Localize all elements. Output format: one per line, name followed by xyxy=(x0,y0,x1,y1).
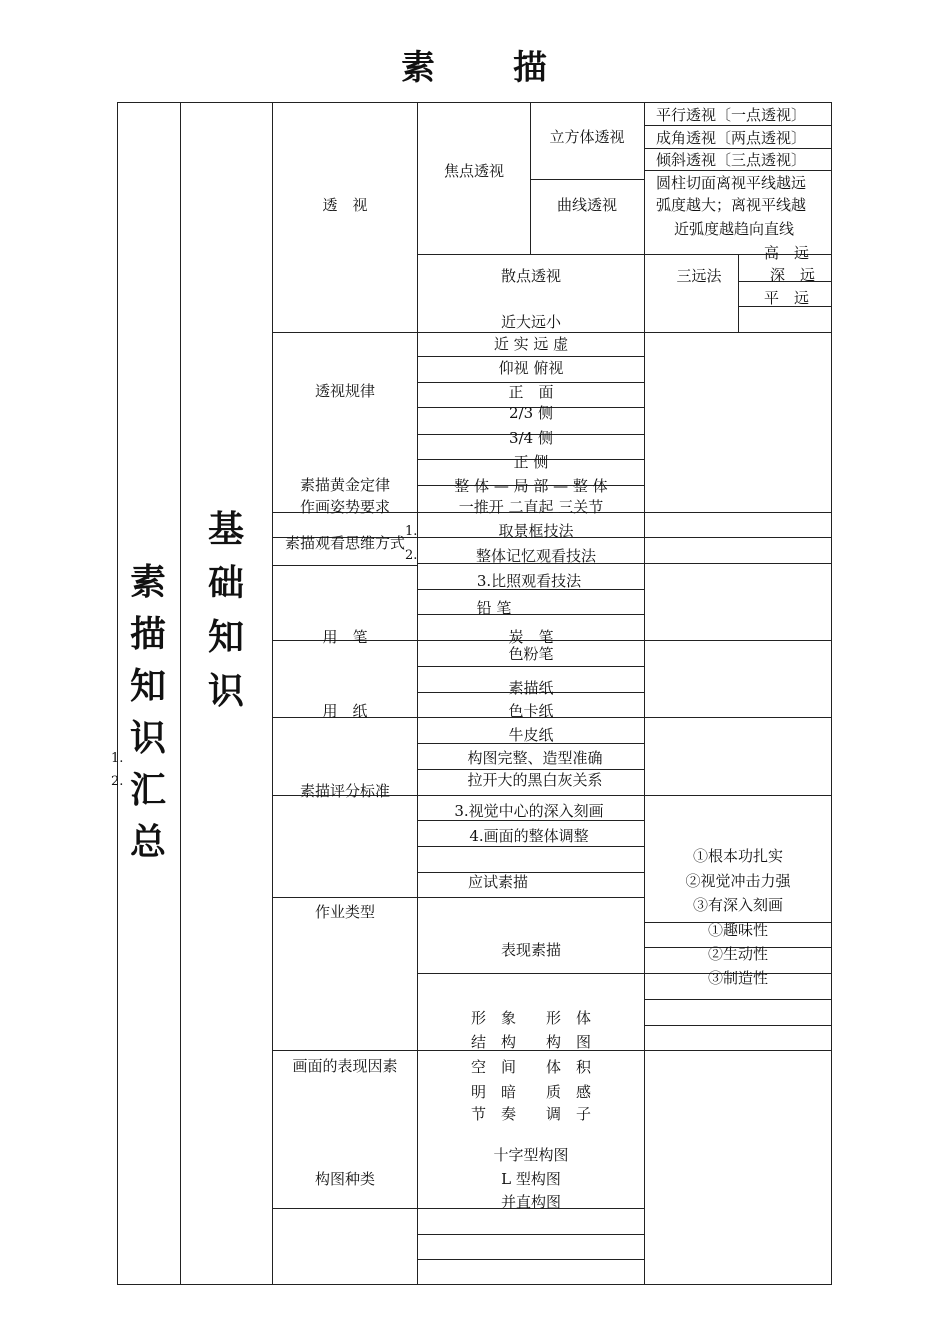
row-divider xyxy=(644,1025,832,1026)
label-char: 总 xyxy=(129,821,166,863)
three-far-method: 三远法 xyxy=(676,267,722,285)
rule-item: 正 面 xyxy=(508,383,554,401)
three-far-item: 平 远 xyxy=(764,289,810,307)
pen-item: 铅 笔 xyxy=(476,599,512,617)
cube-item: 倾斜透视〔三点透视〕 xyxy=(656,151,807,169)
label-char: 识 xyxy=(207,670,244,712)
exam-item: ②视觉冲击力强 xyxy=(685,872,791,890)
observe-item: 取景框技法 xyxy=(498,522,574,540)
row-divider xyxy=(417,820,644,821)
rule-item: 2/3 侧 xyxy=(509,404,553,422)
curve-perspective: 曲线透视 xyxy=(556,196,618,214)
composition-item: 并直构图 xyxy=(500,1193,562,1211)
score-label: 素描评分标准 xyxy=(299,782,391,800)
row-divider xyxy=(272,332,832,333)
curve-text: 近弧度越趋向直线 xyxy=(674,220,795,238)
row-divider xyxy=(417,846,644,847)
row-divider xyxy=(272,897,644,898)
pen-item: 色粉笔 xyxy=(508,645,554,663)
homework-label: 作业类型 xyxy=(314,903,376,921)
label-char: 知 xyxy=(207,616,244,658)
col-divider xyxy=(738,254,739,332)
page-title xyxy=(0,40,950,89)
curve-text: 弧度越大；离视平线越 xyxy=(656,196,807,214)
paper-item: 素描纸 xyxy=(508,679,554,697)
label-char: 识 xyxy=(129,717,166,759)
left-number: 1. xyxy=(111,751,124,766)
paper-item: 牛皮纸 xyxy=(508,726,554,744)
row-divider xyxy=(417,973,832,974)
left-number: 2. xyxy=(111,774,124,789)
paper-label: 用 纸 xyxy=(322,702,368,720)
factor-row: 结 构 构 图 xyxy=(470,1033,592,1051)
col-divider xyxy=(644,332,645,1285)
label-char: 础 xyxy=(207,562,244,604)
score-item: 构图完整、造型准确 xyxy=(467,749,603,767)
label-char: 描 xyxy=(129,613,166,655)
score-item: 3.视觉中心的深入刻画 xyxy=(454,802,604,820)
composition-item: 十字型构图 xyxy=(493,1146,569,1164)
row-divider xyxy=(417,872,644,873)
rule-item: 近 实 远 虚 xyxy=(493,335,569,353)
exam-item: ③有深入刻画 xyxy=(692,896,784,914)
posture-label: 作画姿势要求 xyxy=(299,498,391,516)
composition-item: L 型构图 xyxy=(501,1170,561,1188)
pen-label: 用 笔 xyxy=(322,628,368,646)
expressive-sketch: 表现素描 xyxy=(500,941,562,959)
express-item: ③制造性 xyxy=(707,969,769,987)
factors-label: 画面的表现因素 xyxy=(292,1057,398,1075)
row-divider xyxy=(272,565,417,566)
observe-item: 整体记忆观看技法 xyxy=(475,547,597,565)
observe-item: 3.比照观看技法 xyxy=(476,572,582,590)
near-big-far-small: 近大远小 xyxy=(500,313,562,331)
factor-row: 节 奏 调 子 xyxy=(470,1105,592,1123)
scatter-perspective: 散点透视 xyxy=(500,267,562,285)
three-far-item: 深 远 xyxy=(770,266,816,284)
cube-perspective: 立方体透视 xyxy=(549,128,625,146)
curve-text: 圆柱切面离视平线越远 xyxy=(656,174,807,192)
label-char: 知 xyxy=(129,665,166,707)
three-far-item: 高 远 xyxy=(764,244,810,262)
col-divider xyxy=(644,102,645,332)
label-char: 汇 xyxy=(129,769,166,811)
col-divider xyxy=(180,102,181,1285)
golden-rule-label: 素描黄金定律 xyxy=(299,476,391,494)
factor-row: 明 暗 质 感 xyxy=(470,1083,592,1101)
row-divider xyxy=(530,179,644,180)
posture-text: 一推开 二直起 三关节 xyxy=(458,498,604,516)
label-char: 素 xyxy=(129,561,166,603)
row-divider xyxy=(417,1259,644,1260)
col-divider xyxy=(417,102,418,1285)
perspective-label: 透 视 xyxy=(322,196,368,214)
paper-item: 色卡纸 xyxy=(508,702,554,720)
express-item: ②生动性 xyxy=(707,945,769,963)
row-divider xyxy=(417,356,644,357)
sub-vertical-label xyxy=(204,502,248,718)
observe-label: 素描观看思维方式 xyxy=(284,534,405,552)
exam-sketch: 应试素描 xyxy=(467,873,529,891)
row-divider xyxy=(644,170,832,171)
row-divider xyxy=(417,666,644,667)
express-item: ①趣味性 xyxy=(707,921,769,939)
rule-item: 仰视 俯视 xyxy=(498,359,564,377)
pen-item: 炭 笔 xyxy=(508,628,554,646)
cube-item: 成角透视〔两点透视〕 xyxy=(656,129,807,147)
row-divider xyxy=(417,1234,644,1235)
rule-item: 3/4 侧 xyxy=(509,429,553,447)
label-char: 基 xyxy=(207,508,244,550)
col-divider xyxy=(530,102,531,254)
col-divider xyxy=(272,102,273,1285)
page-title-char: 素 xyxy=(401,48,437,88)
score-item: 拉开大的黑白灰关系 xyxy=(467,771,603,789)
factor-row: 形 象 形 体 xyxy=(470,1009,592,1027)
observe-number: 2. xyxy=(405,548,418,563)
row-divider xyxy=(417,614,644,615)
observe-number: 1. xyxy=(405,524,418,539)
row-divider xyxy=(644,148,832,149)
rule-item: 正 侧 xyxy=(513,453,549,471)
row-divider xyxy=(644,125,832,126)
focal-perspective: 焦点透视 xyxy=(443,162,505,180)
rules-label: 透视规律 xyxy=(314,382,376,400)
exam-item: ①根本功扎实 xyxy=(692,847,784,865)
row-divider xyxy=(417,769,644,770)
cube-item: 平行透视〔一点透视〕 xyxy=(656,106,807,124)
score-item: 4.画面的整体调整 xyxy=(469,827,589,845)
page-title-char: 描 xyxy=(513,48,549,88)
composition-label: 构图种类 xyxy=(314,1170,376,1188)
golden-rule-text: 整 体 — 局 部 — 整 体 xyxy=(454,477,608,495)
row-divider xyxy=(272,1208,644,1209)
factor-row: 空 间 体 积 xyxy=(470,1058,592,1076)
main-vertical-label xyxy=(126,556,170,868)
row-divider xyxy=(644,999,832,1000)
